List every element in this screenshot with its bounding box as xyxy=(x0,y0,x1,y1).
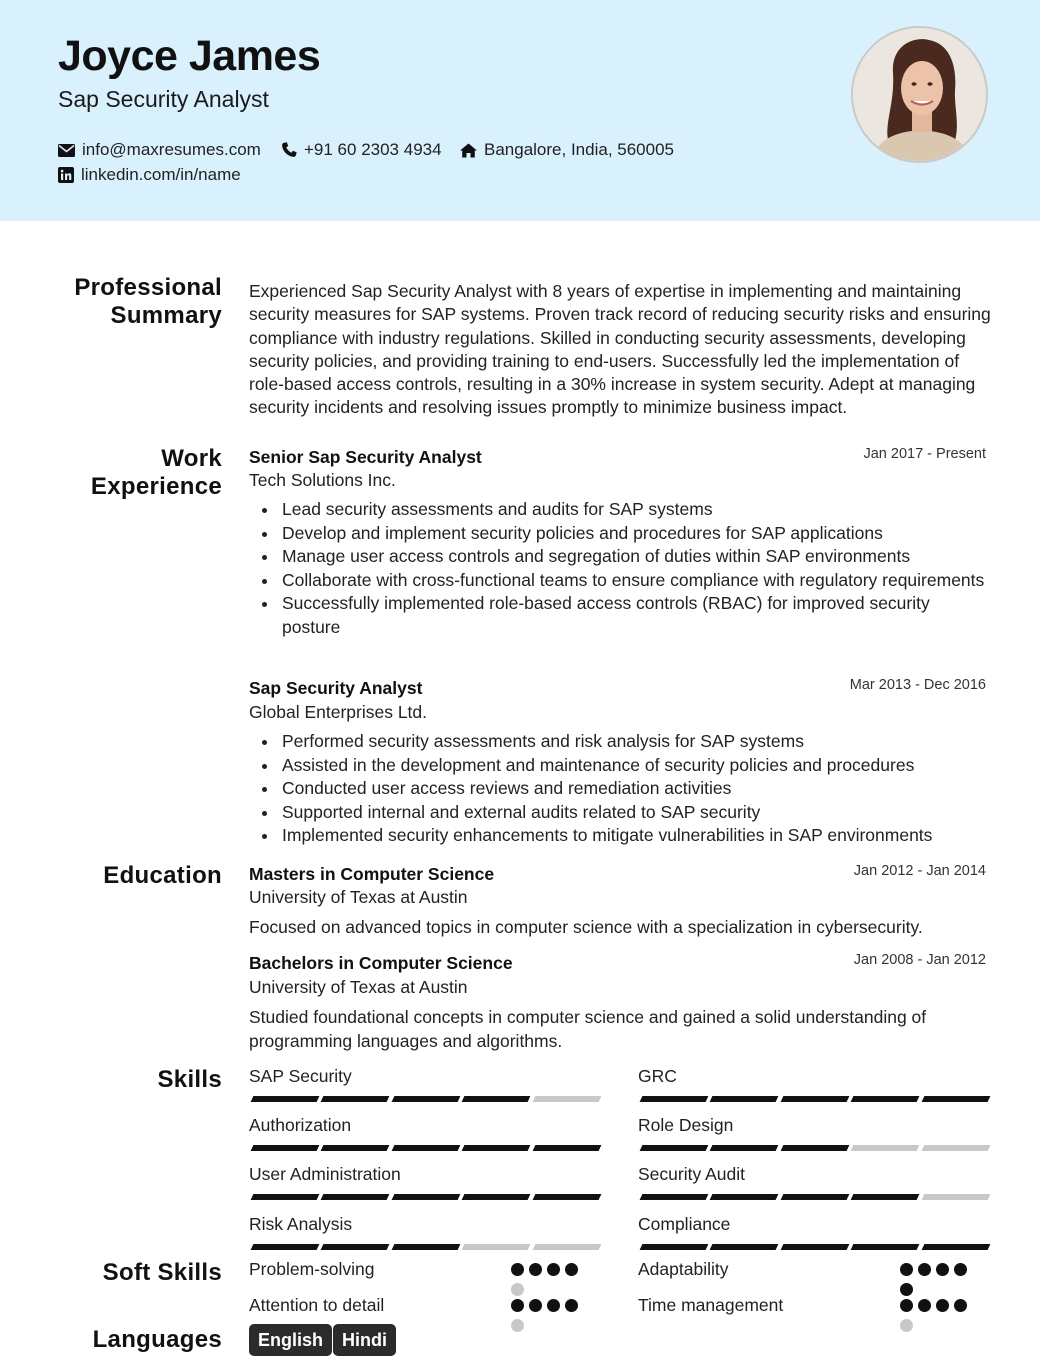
candidate-name: Joyce James xyxy=(58,32,321,80)
soft-skill-dot xyxy=(529,1263,542,1276)
section-title-summary: Professional Summary xyxy=(74,274,222,329)
skill-level-segment xyxy=(710,1145,779,1151)
skill-level-segment xyxy=(462,1194,531,1200)
list-item: Collaborate with cross-functional teams to ensure compliance with regulatory requirements xyxy=(282,569,987,593)
degree-title: Bachelors in Computer Science xyxy=(249,953,513,973)
soft-skill-dot xyxy=(936,1299,949,1312)
school-name: University of Texas at Austin xyxy=(249,977,468,997)
skill-level-bar xyxy=(252,1194,600,1200)
soft-skill-dot xyxy=(565,1299,578,1312)
skill-level-segment xyxy=(710,1096,779,1102)
skill-level-bar xyxy=(641,1096,989,1102)
education-description: Studied foundational concepts in computer science and gained a solid understanding of programming languages and algorithms. xyxy=(249,1007,927,1051)
job-bullets xyxy=(282,730,987,848)
skill-name: Compliance xyxy=(638,1214,731,1234)
skill-level-segment xyxy=(321,1194,390,1200)
soft-skill-name: Adaptability xyxy=(638,1259,729,1279)
soft-skill-dot xyxy=(936,1263,949,1276)
skill-level-segment xyxy=(710,1194,779,1200)
soft-skill-dot xyxy=(918,1263,931,1276)
skill-level-bar xyxy=(641,1194,989,1200)
skill-level-segment xyxy=(780,1096,849,1102)
list-item: Performed security assessments and risk analysis for SAP systems xyxy=(282,730,987,754)
skill-level-segment xyxy=(851,1145,920,1151)
skill-level-segment xyxy=(921,1096,990,1102)
skill-level-segment xyxy=(532,1244,601,1250)
soft-skill-dot xyxy=(511,1283,524,1296)
skill-name: Role Design xyxy=(638,1115,734,1135)
education-description: Focused on advanced topics in computer science with a specialization in cybersecurity. xyxy=(249,917,923,937)
skill-name: GRC xyxy=(638,1066,677,1086)
list-item: Successfully implemented role-based access controls (RBAC) for improved security posture xyxy=(282,592,987,639)
job-bullets xyxy=(282,498,987,640)
phone-contact[interactable] xyxy=(281,140,442,160)
linkedin-contact[interactable] xyxy=(58,165,241,185)
soft-skill-dot xyxy=(565,1263,578,1276)
skill-level-bar xyxy=(252,1244,600,1250)
summary-text: Experienced Sap Security Analyst with 8 years of expertise in implementing and maintaining security measures for SAP systems. Proven track record of reducing security risks and ensuring compliance with industry regulations. Skilled in conducting security assessments, developing security policies, and providing training to end-users. Successfully led the implementation of role-based access controls, resulting in a 30% increase in system security. Adept at managing security incidents and resolving issues promptly to minimize business impact. xyxy=(249,281,991,418)
list-item: Lead security assessments and audits for SAP systems xyxy=(282,498,987,522)
soft-skill-dot xyxy=(547,1263,560,1276)
soft-skill-dot xyxy=(954,1263,967,1276)
section-title-education: Education xyxy=(103,862,222,889)
soft-skill-dot xyxy=(547,1299,560,1312)
skill-level-segment xyxy=(851,1194,920,1200)
email-contact[interactable] xyxy=(58,140,261,160)
job-title: Sap Security Analyst xyxy=(249,678,423,698)
soft-skill-dot xyxy=(511,1263,524,1276)
skill-name: Risk Analysis xyxy=(249,1214,353,1234)
skill-level-segment xyxy=(640,1194,709,1200)
soft-skill-dot xyxy=(511,1299,524,1312)
skill-level-segment xyxy=(321,1145,390,1151)
soft-skill-dot xyxy=(954,1299,967,1312)
skill-level-segment xyxy=(640,1244,709,1250)
skill-level-segment xyxy=(391,1096,460,1102)
job-date: Jan 2017 - Present xyxy=(863,446,986,462)
list-item: Implemented security enhancements to mitigate vulnerabilities in SAP environments xyxy=(282,824,987,848)
envelope-icon xyxy=(58,144,75,157)
skill-level-bar xyxy=(641,1145,989,1151)
list-item: Conducted user access reviews and remediation activities xyxy=(282,777,987,801)
skill-level-segment xyxy=(921,1194,990,1200)
soft-skill-name: Attention to detail xyxy=(249,1295,385,1315)
skill-name: Authorization xyxy=(249,1115,352,1135)
skill-level-segment xyxy=(532,1145,601,1151)
skill-name: Security Audit xyxy=(638,1164,745,1184)
list-item: Assisted in the development and maintenance of security policies and procedures xyxy=(282,754,987,778)
phone-text: +91 60 2303 4934 xyxy=(304,140,442,159)
email-text: info@maxresumes.com xyxy=(82,140,261,159)
education-date: Jan 2008 - Jan 2012 xyxy=(853,952,986,968)
soft-skill-dot xyxy=(529,1299,542,1312)
linkedin-icon xyxy=(58,167,74,183)
soft-skill-dot xyxy=(918,1299,931,1312)
skill-level-segment xyxy=(710,1244,779,1250)
skill-level-bar xyxy=(252,1145,600,1151)
section-title-skills: Skills xyxy=(157,1066,222,1093)
soft-skill-dot xyxy=(511,1319,524,1332)
degree-title: Masters in Computer Science xyxy=(249,864,495,884)
skill-level-segment xyxy=(640,1145,709,1151)
soft-skill-name: Problem-solving xyxy=(249,1259,375,1279)
soft-skill-dot xyxy=(900,1299,913,1312)
skill-level-segment xyxy=(780,1194,849,1200)
list-item: Manage user access controls and segregation of duties within SAP environments xyxy=(282,545,987,569)
soft-skill-dot xyxy=(900,1319,913,1332)
job-title: Senior Sap Security Analyst xyxy=(249,447,482,467)
skill-level-segment xyxy=(391,1244,460,1250)
candidate-title: Sap Security Analyst xyxy=(58,86,269,112)
location-text: Bangalore, India, 560005 xyxy=(484,140,674,159)
skill-level-segment xyxy=(532,1096,601,1102)
header-banner xyxy=(0,0,1040,221)
soft-skill-dot xyxy=(900,1263,913,1276)
skill-level-segment xyxy=(851,1244,920,1250)
home-icon xyxy=(460,143,477,158)
skill-level-segment xyxy=(321,1244,390,1250)
skill-level-segment xyxy=(640,1096,709,1102)
section-title-work: Work Experience xyxy=(90,445,222,500)
job-date: Mar 2013 - Dec 2016 xyxy=(849,677,986,693)
skill-level-segment xyxy=(251,1244,320,1250)
skill-name: SAP Security xyxy=(249,1066,352,1086)
skill-level-segment xyxy=(251,1145,320,1151)
soft-skill-name: Time management xyxy=(638,1295,784,1315)
skill-level-segment xyxy=(462,1096,531,1102)
skill-level-segment xyxy=(532,1194,601,1200)
job-company: Tech Solutions Inc. xyxy=(249,470,396,490)
language-badge: Hindi xyxy=(333,1324,396,1356)
list-item: Supported internal and external audits related to SAP security xyxy=(282,801,987,825)
skill-level-segment xyxy=(462,1145,531,1151)
skill-level-segment xyxy=(921,1145,990,1151)
skill-level-segment xyxy=(321,1096,390,1102)
language-badge: English xyxy=(249,1324,332,1356)
list-item: Develop and implement security policies and procedures for SAP applications xyxy=(282,522,987,546)
education-date: Jan 2012 - Jan 2014 xyxy=(853,863,986,879)
skill-level-bar xyxy=(252,1096,600,1102)
linkedin-text: linkedin.com/in/name xyxy=(81,165,241,184)
job-company: Global Enterprises Ltd. xyxy=(249,702,428,722)
school-name: University of Texas at Austin xyxy=(249,887,468,907)
skill-level-segment xyxy=(462,1244,531,1250)
skill-name: User Administration xyxy=(249,1164,401,1184)
skill-level-segment xyxy=(251,1194,320,1200)
phone-icon xyxy=(281,142,297,158)
skill-level-segment xyxy=(780,1244,849,1250)
soft-skill-dot xyxy=(900,1283,913,1296)
skill-level-segment xyxy=(251,1096,320,1102)
skill-level-segment xyxy=(780,1145,849,1151)
skill-level-bar xyxy=(641,1244,989,1250)
section-title-languages: Languages xyxy=(92,1326,222,1353)
skill-level-segment xyxy=(851,1096,920,1102)
profile-photo xyxy=(851,26,988,163)
skill-level-segment xyxy=(921,1244,990,1250)
section-title-soft-skills: Soft Skills xyxy=(102,1259,222,1286)
location-contact xyxy=(460,140,674,160)
skill-level-segment xyxy=(391,1145,460,1151)
skill-level-segment xyxy=(391,1194,460,1200)
